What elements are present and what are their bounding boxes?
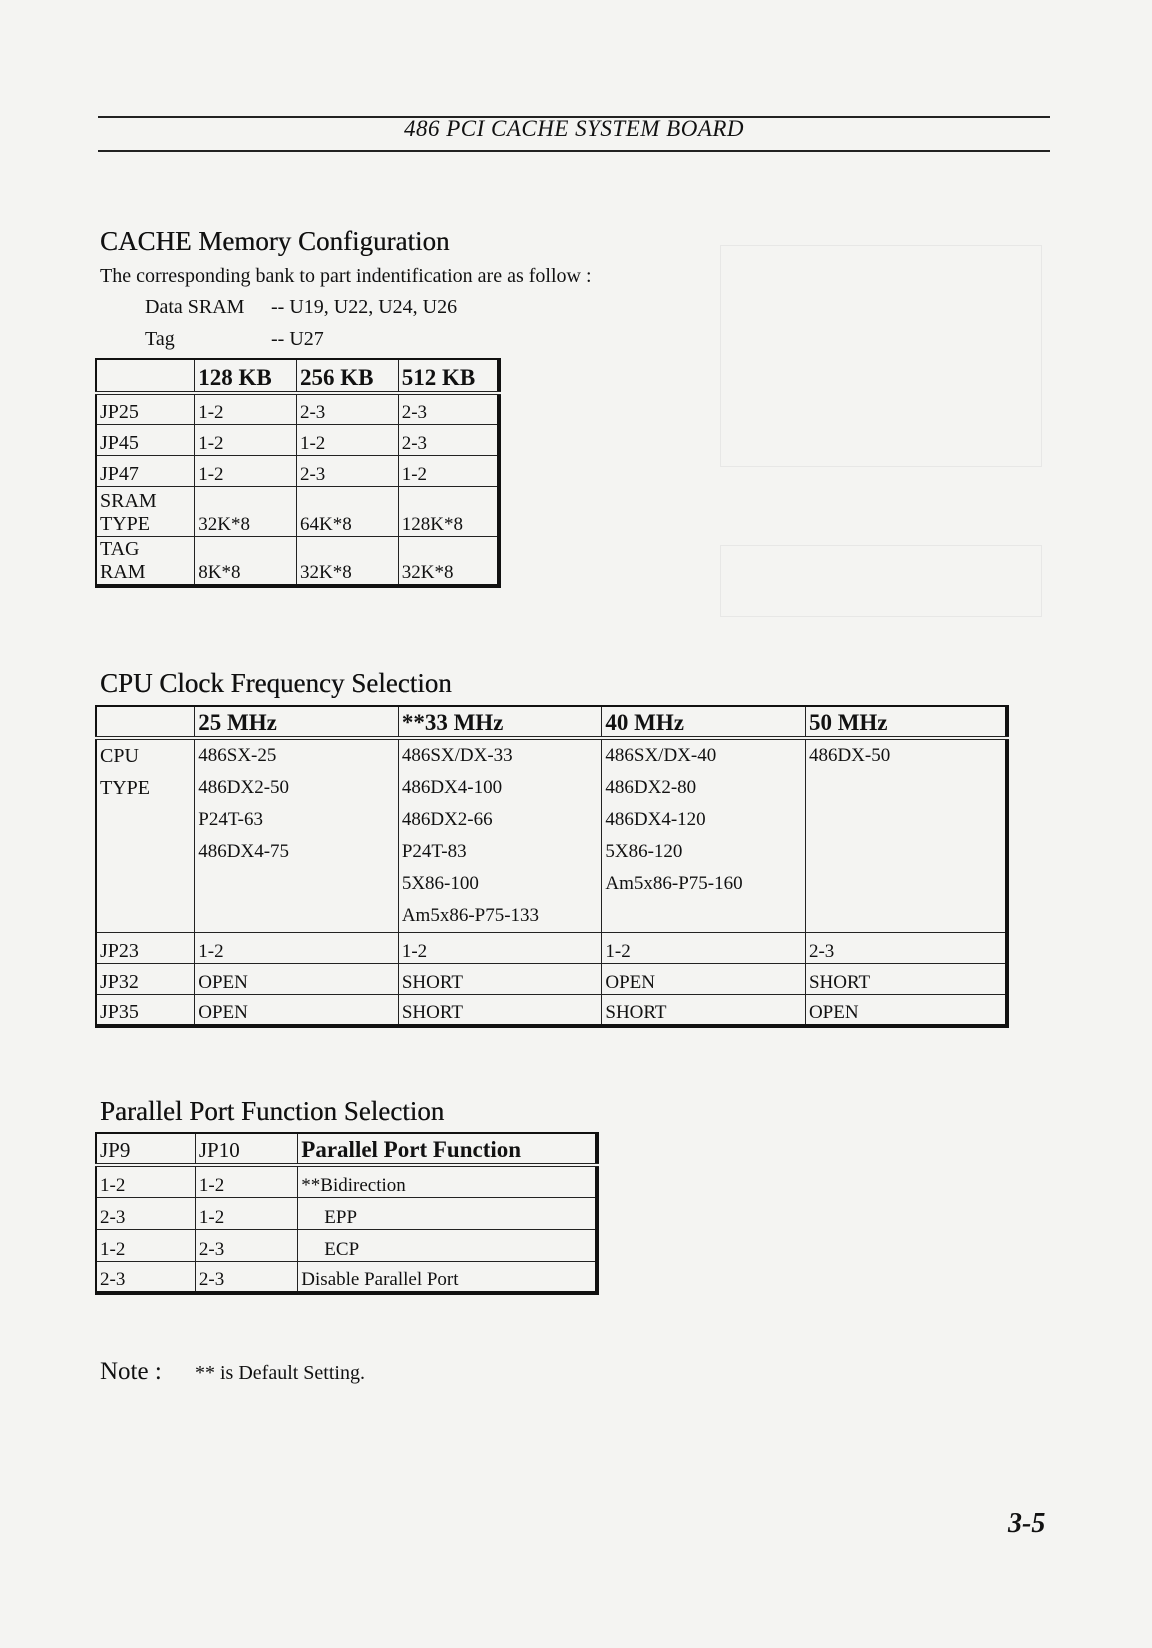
cache-intro-text: The corresponding bank to part indentification are as follow : (100, 265, 592, 287)
table-row (96, 393, 499, 424)
data-sram-value: -- U19, U22, U24, U26 (271, 296, 458, 318)
column-header: 256 KB (296, 359, 398, 393)
table-cell: SHORT (602, 995, 806, 1026)
table-cell: 1-2 (96, 1229, 195, 1261)
table-cell: EPP (298, 1197, 597, 1229)
column-header: JP9 (96, 1133, 195, 1165)
table-header-row (96, 359, 499, 393)
table-row (96, 455, 499, 486)
column-header: **33 MHz (398, 706, 602, 738)
cpu-model: 5X86-120 (605, 841, 683, 862)
cpu-model: 5X86-100 (401, 873, 479, 894)
table-cell: 2-3 (296, 455, 398, 486)
table-cell: OPEN (602, 964, 806, 995)
bleed-through-box (720, 245, 1042, 467)
row-label: TAG RAM (96, 536, 195, 586)
table-header-row (96, 706, 1007, 738)
note-text: ** is Default Setting. (195, 1362, 365, 1384)
cpu-clock-table (95, 705, 1009, 1028)
row-label: JP23 (96, 933, 195, 964)
row-label: CPU TYPE (96, 738, 195, 933)
cpu-model: 486SX/DX-40 (605, 745, 717, 766)
table-cell: 1-2 (195, 393, 297, 424)
row-label: JP35 (96, 995, 195, 1026)
table-cell: 8K*8 (195, 536, 297, 586)
cpu-model: 486SX/DX-33 (401, 745, 513, 766)
table-cell: 1-2 (96, 1165, 195, 1197)
table-cell: 1-2 (398, 933, 602, 964)
cpu-type-row (96, 738, 1007, 933)
cpu-model: 486DX2-80 (605, 777, 697, 798)
cpu-type-cell (602, 738, 806, 933)
table-cell: 2-3 (398, 424, 499, 455)
row-label: JP47 (96, 455, 195, 486)
table-cell: 1-2 (195, 933, 399, 964)
tag-value: -- U27 (271, 328, 324, 350)
table-cell: **Bidirection (298, 1165, 597, 1197)
table-cell: 1-2 (195, 1165, 297, 1197)
table-row (96, 1197, 597, 1229)
table-header-row (96, 1133, 597, 1165)
cpu-model: Am5x86-P75-160 (605, 873, 743, 894)
cpu-model: 486DX2-50 (198, 777, 290, 798)
table-cell: OPEN (805, 995, 1007, 1026)
table-cell: 32K*8 (398, 536, 499, 586)
table-row (96, 424, 499, 455)
row-label: SRAM TYPE (96, 486, 195, 536)
cpu-model: 486DX4-100 (401, 777, 503, 798)
column-header: 40 MHz (602, 706, 806, 738)
table-cell: 2-3 (296, 393, 398, 424)
column-header (96, 359, 195, 393)
data-sram-label: Data SRAM (145, 296, 245, 318)
table-cell: 1-2 (195, 424, 297, 455)
cpu-type-cell (398, 738, 602, 933)
table-cell: Disable Parallel Port (298, 1261, 597, 1293)
column-header: JP10 (195, 1133, 297, 1165)
table-cell: 32K*8 (296, 536, 398, 586)
cpu-model: 486DX4-120 (605, 809, 706, 830)
cpu-model: 486SX-25 (198, 745, 277, 766)
cpu-model: 486DX2-66 (401, 809, 493, 830)
page-header-title: 486 PCI CACHE SYSTEM BOARD (403, 116, 745, 141)
column-header: 512 KB (398, 359, 499, 393)
tag-label: Tag (145, 328, 175, 350)
bleed-through-box (720, 545, 1042, 617)
parallel-port-table (95, 1132, 599, 1295)
table-cell: 1-2 (195, 455, 297, 486)
table-cell: SHORT (398, 995, 602, 1026)
table-row (96, 486, 499, 536)
column-header: 25 MHz (195, 706, 399, 738)
cpu-model: P24T-83 (401, 841, 467, 862)
column-header: 50 MHz (805, 706, 1007, 738)
cache-config-table (95, 358, 501, 588)
table-cell: ECP (298, 1229, 597, 1261)
header-rule-bottom (98, 150, 1050, 152)
table-row (96, 536, 499, 586)
table-cell: 2-3 (195, 1229, 297, 1261)
table-cell: 2-3 (398, 393, 499, 424)
cpu-model: 486DX4-75 (198, 841, 290, 862)
cpu-type-cell (195, 738, 399, 933)
table-cell: 1-2 (296, 424, 398, 455)
table-row (96, 933, 1007, 964)
table-row (96, 1261, 597, 1293)
table-row (96, 1229, 597, 1261)
note-label: Note : (100, 1358, 162, 1385)
row-label: JP45 (96, 424, 195, 455)
cache-section-title: CACHE Memory Configuration (100, 226, 450, 256)
table-cell: OPEN (195, 995, 399, 1026)
cpu-model: 486DX-50 (808, 745, 891, 766)
row-label: JP25 (96, 393, 195, 424)
cpu-type-cell (805, 738, 1007, 933)
table-cell: 1-2 (602, 933, 806, 964)
table-cell: 2-3 (195, 1261, 297, 1293)
column-header: 128 KB (195, 359, 297, 393)
page-number: 3-5 (1008, 1508, 1046, 1539)
table-cell: 64K*8 (296, 486, 398, 536)
table-row (96, 1165, 597, 1197)
row-label: JP32 (96, 964, 195, 995)
table-cell: 1-2 (398, 455, 499, 486)
table-row (96, 964, 1007, 995)
table-cell: SHORT (805, 964, 1007, 995)
parallel-section-title: Parallel Port Function Selection (100, 1096, 445, 1126)
table-cell: 2-3 (96, 1261, 195, 1293)
cpu-section-title: CPU Clock Frequency Selection (100, 668, 452, 698)
table-cell: OPEN (195, 964, 399, 995)
table-cell: 2-3 (96, 1197, 195, 1229)
table-cell: 2-3 (805, 933, 1007, 964)
cpu-model: P24T-63 (198, 809, 264, 830)
cpu-model: Am5x86-P75-133 (401, 905, 540, 926)
table-row (96, 995, 1007, 1026)
column-header: Parallel Port Function (298, 1133, 597, 1165)
table-cell: SHORT (398, 964, 602, 995)
table-cell: 128K*8 (398, 486, 499, 536)
column-header (96, 706, 195, 738)
table-cell: 1-2 (195, 1197, 297, 1229)
table-cell: 32K*8 (195, 486, 297, 536)
